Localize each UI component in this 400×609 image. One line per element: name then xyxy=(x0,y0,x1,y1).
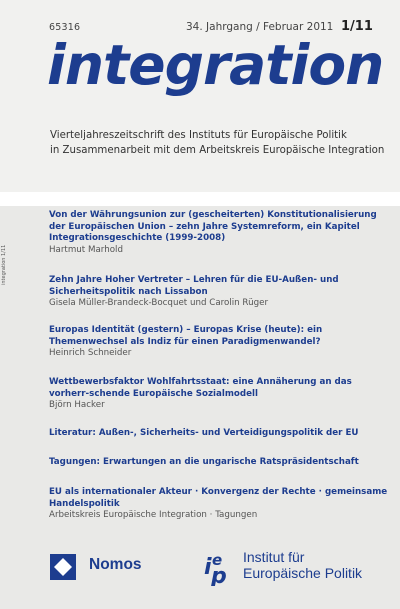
article-title: Europas Identität (gestern) – Europas Krise (heute): ein Themenwechsel als Indiz für einen Paradigmenwandel? xyxy=(49,325,323,347)
article-title: Tagungen: Erwartungen an die ungarische Ratspräsidentschaft xyxy=(49,457,359,467)
toc-entry xyxy=(49,377,394,411)
subtitle-line: in Zusammenarbeit mit dem Arbeitskreis Europäische Integration xyxy=(50,144,385,156)
article-author: Arbeitskreis Europäische Integration · Tagungen xyxy=(49,510,258,520)
toc-entry xyxy=(49,210,394,256)
divider-band xyxy=(0,192,400,206)
iep-letter-e: e xyxy=(212,551,223,569)
toc-entry xyxy=(49,428,394,440)
toc-entry xyxy=(49,325,394,359)
iep-letter-i: i xyxy=(204,555,212,580)
subtitle-line: Vierteljahreszeitschrift des Instituts für Europäische Politik xyxy=(50,130,347,141)
article-title: Literatur: Außen-, Sicherheits- und Verteidigungspolitik der EU xyxy=(49,428,359,438)
iep-logo-icon xyxy=(203,548,241,586)
article-title: Wettbewerbsfaktor Wohlfahrtsstaat: eine Annäherung an das vorherr-schende Europäische Sozialmodell xyxy=(49,377,352,399)
journal-subtitle xyxy=(50,129,395,158)
institute-name xyxy=(243,550,362,581)
spine-label xyxy=(1,205,11,305)
spine-text: integration 1/11 xyxy=(1,244,7,285)
article-title: Von der Währungsunion zur (gescheiterten) Konstitutionalisierung der Europäischen Union – zehn Jahre Systemreform, ein Kapitel Integrationsgeschichte (1999-2008) xyxy=(49,210,377,243)
issue-number: 1/11 xyxy=(341,19,373,34)
article-author: Björn Hacker xyxy=(49,400,105,410)
iep-letter-p: p xyxy=(211,564,227,586)
article-author: Heinrich Schneider xyxy=(49,348,132,358)
publisher-name: Nomos xyxy=(89,556,142,573)
article-title: Zehn Jahre Hoher Vertreter – Lehren für die EU-Außen- und Sicherheitspolitik nach Lissabon xyxy=(49,275,339,297)
toc-entry xyxy=(49,487,394,521)
institute-line: Institut für xyxy=(243,549,305,565)
journal-title: integration xyxy=(47,33,384,97)
volume-date: 34. Jahrgang / Februar 2011 xyxy=(186,21,334,33)
article-author: Gisela Müller-Brandeck-Bocquet und Carolin Rüger xyxy=(49,298,269,308)
toc-entry xyxy=(49,457,394,469)
article-author: Hartmut Marhold xyxy=(49,244,123,255)
toc-entry xyxy=(49,275,394,309)
nomos-logo-icon xyxy=(50,554,76,580)
institute-line: Europäische Politik xyxy=(243,564,363,581)
article-title: EU als internationaler Akteur · Konvergenz der Rechte · gemeinsame Handelspolitik xyxy=(49,487,388,509)
journal-code: 65316 xyxy=(49,22,81,33)
